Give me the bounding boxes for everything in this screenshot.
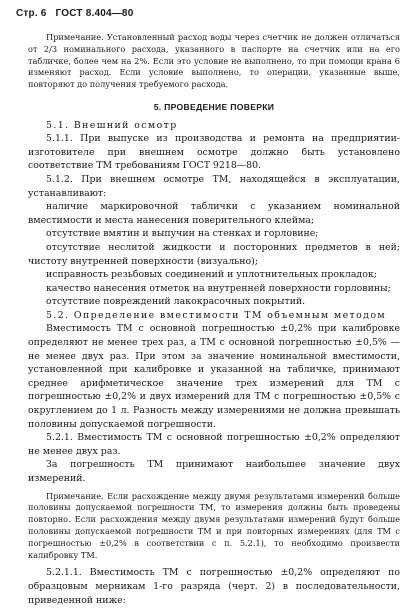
note-paragraph-2: Примечание. Если расхождение между двумя результатами измерений больше половины допускаемой погрешности ТМ, то измерения должны быть проведены повторно. Если расхождения между двумя результатами измерений будут больше половины допускаемой погрешности ТМ и при повторных измерениях (для ТМ с погрешностью ±0,2% в соответствии с п. 5.2.1), то необходимо произвести калибровку ТМ.	[28, 490, 400, 560]
list-item: отсутствие вмятин и выпучин на стенках и горловине;	[46, 228, 319, 240]
list-item: отсутствие неслитой жидкости и посторонних предметов в ней; чистоту внутренней поверхности (визуально);	[28, 241, 400, 267]
list-item: качество нанесения отметок на внутренней поверхности горловины;	[46, 282, 391, 294]
list-item: наличие маркировочной таблички с указанием номинальной вместимости и места нанесения поверительного клейма;	[28, 201, 400, 226]
standard-code: ГОСТ 8.404—80	[55, 8, 134, 19]
paragraph-5-2-1: 5.2.1. Вместимость ТМ с основной погрешностью ±0,2% определяют не менее двух раз.	[28, 432, 400, 457]
subsection-5-1-title: 5.1. Внешний осмотр	[46, 119, 178, 131]
paragraph-5-1-1: 5.1.1. При выпуске из производства и ремонта на предприятии-изготовителе при внешнем осмотре должно быть установлено соответствие ТМ требованиям ГОСТ 9218—80.	[28, 133, 400, 172]
list-item: исправность резьбовых соединений и уплотнительных прокладок;	[46, 269, 377, 281]
note-paragraph-1: Примечание. Установленный расход воды через счетчик не должен отличаться от 2/3 номинального расхода, указанного в паспорте на счетчик или на его табличке, более чем на 2%. Если это условие не выполнено, то при помощи крана 6 изменяют расход. Если условие выполнено, то операции, указанные выше, повторяют до получения требуемого расхода.	[28, 32, 400, 90]
list-item: отсутствие повреждений лакокрасочных покрытий.	[46, 296, 306, 308]
page-number: Стр. 6	[16, 8, 47, 19]
paragraph-5-2: Вместимость ТМ с основной погрешностью ±0,2% при калибровке определяют не менее трех раз, а ТМ с основной погрешностью ±0,5% — не менее двух раз. При этом за значение номинальной вместимости, установленной при калибровке и указанной на табличке, принимают среднее арифметическое значение трех измерений для ТМ с погрешностью ±0,2% и двух измерений для ТМ с погрешностью ±0,5% с округлением до 1 л. Разность между измерениями не должна превышать половины допускаемой погрешности.	[28, 323, 400, 430]
section-5-title: 5. ПРОВЕДЕНИЕ ПОВЕРКИ	[153, 101, 275, 112]
paragraph-5-2-1-1: 5.2.1.1. Вместимость ТМ с погрешностью ±0,2% определяют по образцовым мерникам 1-го разряда (черт. 2) в последовательности, приведенной ниже:	[28, 567, 400, 606]
page-content	[28, 32, 400, 607]
page-header	[16, 8, 406, 24]
paragraph-5-2-1-b: За погрешность ТМ принимают наибольшее значение двух измерений.	[28, 459, 400, 485]
subsection-5-2-title: 5.2. Определение вместимости ТМ объемным методом	[46, 309, 387, 321]
paragraph-5-1-2: 5.1.2. При внешнем осмотре ТМ, находящейся в эксплуатации, устанавливают:	[28, 173, 400, 199]
